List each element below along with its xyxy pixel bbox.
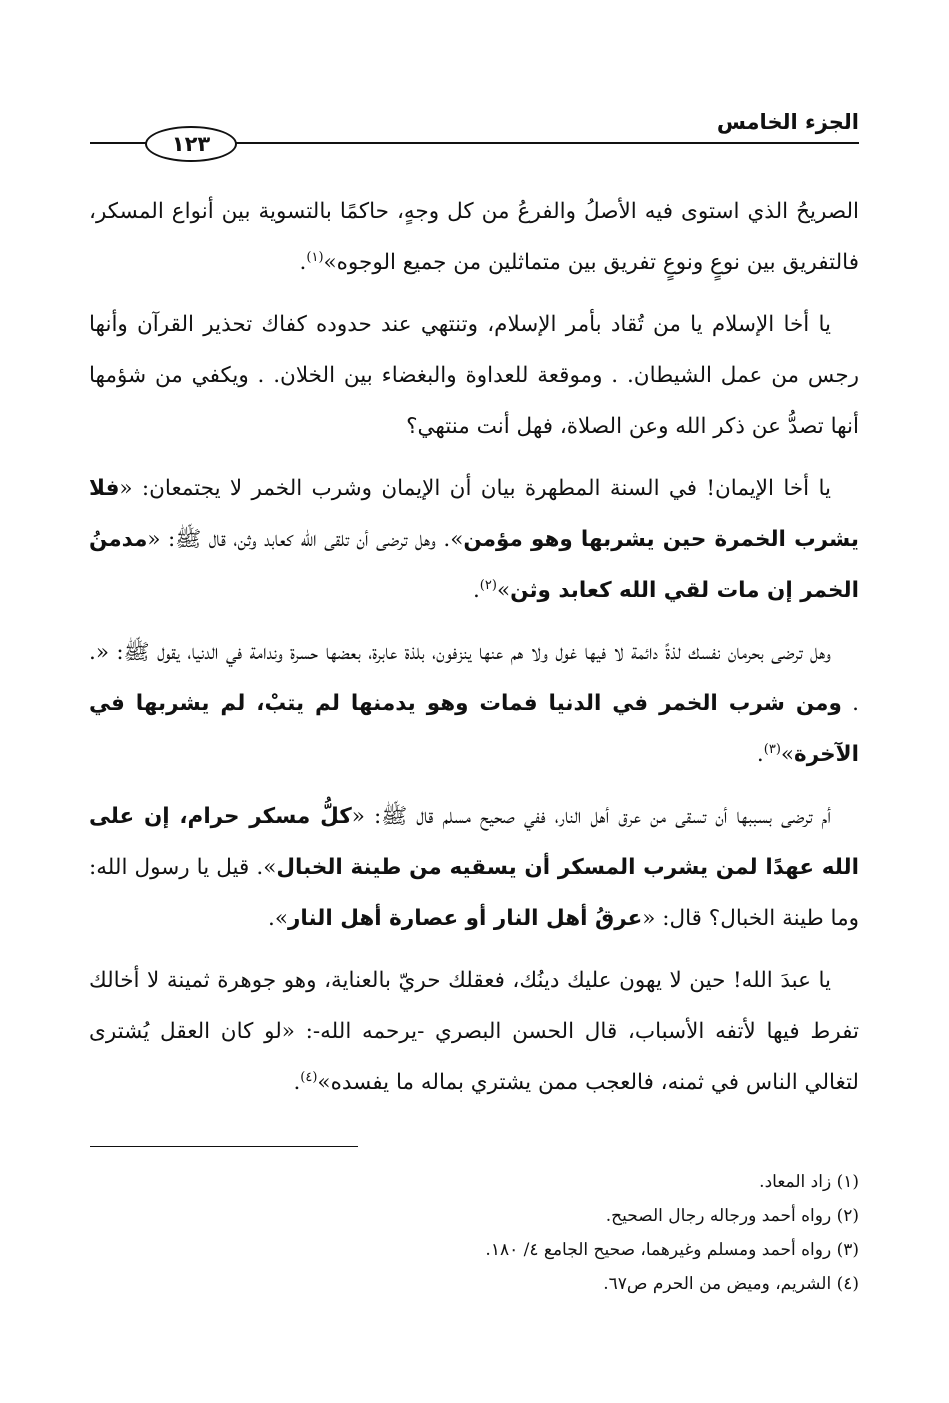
footnote-text: الشريم، ومیض من الحرم ص٦٧. (603, 1274, 832, 1294)
paragraph-3 (89, 463, 859, 616)
paragraph-6 (89, 955, 859, 1108)
paragraph-2 (89, 299, 859, 452)
paragraph-text: يا عبدَ الله! حين لا يهون عليك دينُك، فعقلك حريّ بالعناية، وهو جوهرة ثمينة لا أخالك تفرط فيها لأتفه الأسباب، قال الحسن البصري -يرحمه الله-: «لو كان العقل يُشترى لتغالي الناس في ثمنه، فالعجب ممن يشتري بماله ما يفسده» (89, 968, 859, 1095)
paragraph-1 (89, 186, 859, 288)
paragraph-text: . (472, 578, 480, 603)
paragraph-4 (89, 627, 859, 780)
footnote-3 (89, 1233, 859, 1267)
hadith-quote: ومن شرب الخمر في الدنيا فمات وهو يدمنها لم يتبْ، لم يشربها في الآخرة (89, 691, 859, 767)
paragraph-text: » (496, 578, 511, 603)
footnotes (89, 1165, 859, 1301)
paragraph-text: ». وهل ترضى أن تلقى الله كعابد وثن، قال ﷺ: « (147, 527, 464, 552)
paragraph-text: يا أخا الإيمان! في السنة المطهرة بيان أن الإيمان وشرب الخمر لا يجتمعان: « (119, 476, 831, 501)
paragraph-5 (89, 791, 859, 944)
footnote-2 (89, 1199, 859, 1233)
footnote-ref: (٣) (763, 741, 781, 757)
hadith-quote: كلُّ مسكر حرام، إن على الله عهدًا لمن يشرب المسكر أن يسقيه من طينة الخبال (89, 804, 859, 880)
paragraph-text: . (299, 250, 307, 275)
footnote-ref: (٤) (300, 1069, 318, 1085)
footnote-ref: (٢) (479, 577, 497, 593)
hadith-quote: مدمنُ الخمر إن مات لقي الله كعابد وثن (89, 527, 859, 603)
paragraph-text: وهل ترضى بحرمان نفسك لذةً دائمة لا فيها غول ولا هم عنها ينزفون، بلذة عابرة، بعضها حسرة وندامة في الدنيا، يقول ﷺ: «. . (89, 640, 859, 716)
hadith-quote: عرقُ أهل النار أو عصارة أهل النار (288, 906, 643, 931)
footnote-4 (89, 1267, 859, 1301)
footnote-number: (٤) (836, 1274, 859, 1294)
footnote-ref: (١) (306, 249, 324, 265)
footnote-text: رواه أحمد ورجاله رجال الصحيح. (605, 1206, 832, 1226)
paragraph-text: ». قيل يا رسول الله: وما طينة الخبال؟ قال: « (89, 855, 859, 931)
paragraph-text: . (756, 742, 764, 767)
footnote-separator (90, 1146, 358, 1147)
page-number: ١٢٣ (145, 126, 237, 162)
paragraph-text: . (293, 1070, 301, 1095)
footnote-number: (٣) (836, 1240, 859, 1260)
main-text (89, 186, 859, 1119)
footnote-text: زاد المعاد. (759, 1172, 832, 1192)
footnote-1 (89, 1165, 859, 1199)
footnote-text: رواه أحمد ومسلم وغيرهما، صحيح الجامع ٤/ ١٨٠. (485, 1240, 832, 1260)
paragraph-text: » (780, 742, 795, 767)
paragraph-text: ». (268, 906, 289, 931)
paragraph-text: أم ترضى بسببها أن تسقى من عرق أهل النار، ففي صحيح مسلم قال ﷺ: « (351, 804, 831, 829)
footnote-number: (٢) (836, 1206, 859, 1226)
footnote-number: (١) (836, 1172, 859, 1192)
paragraph-text: يا أخا الإسلام يا من تُقاد بأمر الإسلام، وتنتهي عند حدوده كفاك تحذير القرآن وأنها رجس من عمل الشيطان. . وموقعة للعداوة والبغضاء بين الخلان. . ويكفي من شؤمها أنها تصدُّ عن ذكر الله وعن الصلاة، فهل أنت منتهي؟ (89, 312, 859, 439)
hadith-quote: فلا يشرب الخمرة حين يشربها وهو مؤمن (89, 476, 859, 552)
paragraph-text: الصريحُ الذي استوى فيه الأصلُ والفرعُ من كل وجهٍ، حاكمًا بالتسوية بين أنواع المسكر، فالتفريق بين نوعٍ ونوعٍ تفريق بين متماثلين من جميع الوجوه» (89, 199, 859, 275)
running-title: الجزء الخامس (716, 110, 859, 134)
